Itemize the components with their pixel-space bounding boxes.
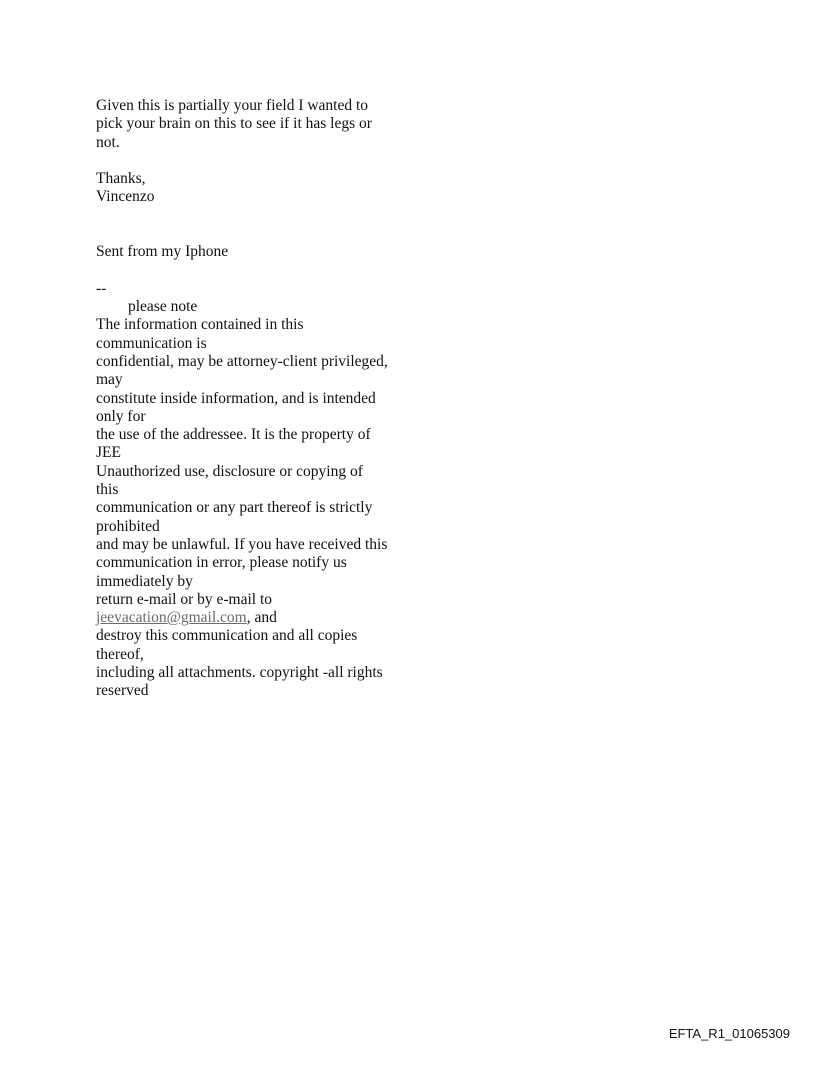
email-body [96, 97, 426, 701]
disclaimer-line: JEE [96, 444, 121, 462]
disclaimer-line: The information contained in this [96, 316, 304, 334]
disclaimer-block [96, 280, 426, 701]
disclaimer-line: the use of the addressee. It is the property of [96, 426, 371, 444]
disclaimer-line: this [96, 481, 119, 499]
disclaimer-line: Unauthorized use, disclosure or copying of [96, 462, 363, 480]
disclaimer-line: communication or any part thereof is strictly [96, 499, 373, 517]
disclaimer-line: and may be unlawful. If you have received this [96, 535, 388, 553]
disclaimer-line: only for [96, 407, 146, 425]
disclaimer-heading: please note [128, 298, 198, 316]
document-id: EFTA_R1_01065309 [668, 1026, 790, 1041]
disclaimer-line: may [96, 371, 123, 389]
signature-separator: -- [96, 279, 107, 297]
signoff: Thanks, [96, 169, 146, 187]
disclaimer-line: including all attachments. copyright -all rights [96, 664, 383, 682]
signoff-block [96, 170, 426, 207]
email-link[interactable]: jeevacation@gmail.com [96, 609, 247, 627]
disclaimer-line: return e-mail or by e-mail to [96, 590, 273, 608]
sent-from-line [96, 243, 426, 261]
intro-line: pick your brain on this to see if it has legs or [96, 115, 372, 133]
disclaimer-line: communication in error, please notify us [96, 554, 347, 572]
email-link-suffix: , and [246, 609, 277, 627]
sent-from: Sent from my Iphone [96, 243, 229, 261]
disclaimer-line: communication is [96, 334, 207, 352]
intro-paragraph [96, 97, 426, 152]
disclaimer-line: prohibited [96, 517, 160, 535]
disclaimer-line: destroy this communication and all copies [96, 627, 358, 645]
disclaimer-line: immediately by [96, 572, 193, 590]
email-link-line [96, 609, 426, 627]
intro-line: Given this is partially your field I wanted to [96, 97, 369, 114]
sender-name: Vincenzo [96, 188, 155, 206]
disclaimer-line: thereof, [96, 645, 144, 663]
intro-line: not. [96, 133, 120, 151]
disclaimer-line: constitute inside information, and is intended [96, 389, 376, 407]
disclaimer-line: confidential, may be attorney-client privileged, [96, 352, 388, 370]
disclaimer-line: reserved [96, 682, 149, 700]
